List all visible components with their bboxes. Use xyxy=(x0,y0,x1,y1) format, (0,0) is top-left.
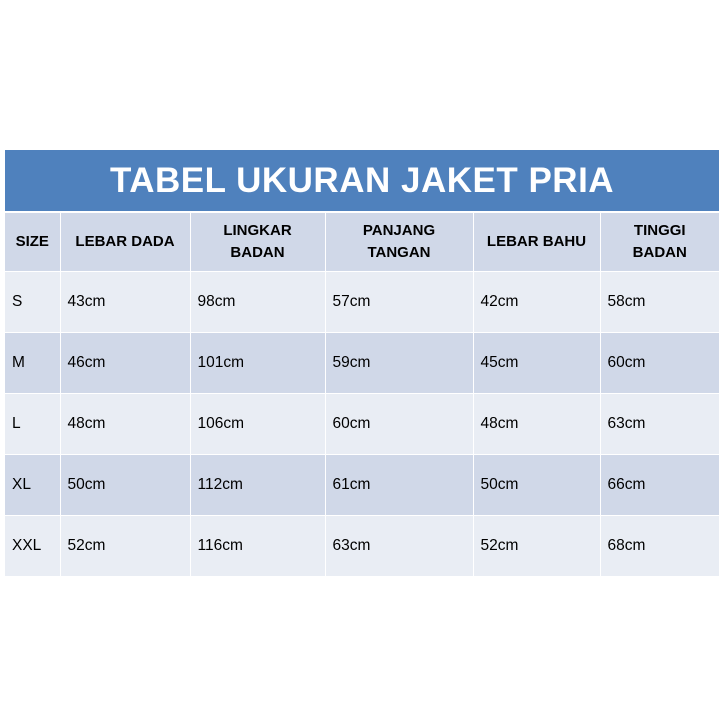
cell-lebar-dada: 52cm xyxy=(60,516,190,577)
cell-lebar-bahu: 52cm xyxy=(473,516,600,577)
cell-panjang-tangan: 61cm xyxy=(325,455,473,516)
table-row xyxy=(5,455,719,516)
cell-lebar-dada: 48cm xyxy=(60,394,190,455)
cell-size: XXL xyxy=(5,516,60,577)
cell-panjang-tangan: 60cm xyxy=(325,394,473,455)
cell-lingkar-badan: 106cm xyxy=(190,394,325,455)
cell-tinggi-badan: 60cm xyxy=(600,333,719,394)
table-row xyxy=(5,333,719,394)
cell-lingkar-badan: 116cm xyxy=(190,516,325,577)
cell-lingkar-badan: 101cm xyxy=(190,333,325,394)
cell-lebar-bahu: 42cm xyxy=(473,272,600,333)
header-panjang-tangan: PANJANG TANGAN xyxy=(325,212,473,272)
cell-tinggi-badan: 63cm xyxy=(600,394,719,455)
cell-lebar-dada: 46cm xyxy=(60,333,190,394)
cell-lebar-bahu: 45cm xyxy=(473,333,600,394)
cell-lebar-bahu: 48cm xyxy=(473,394,600,455)
cell-size: S xyxy=(5,272,60,333)
size-chart-table xyxy=(5,150,719,577)
header-lebar-dada: LEBAR DADA xyxy=(60,212,190,272)
cell-size: XL xyxy=(5,455,60,516)
table-title: TABEL UKURAN JAKET PRIA xyxy=(5,150,719,212)
cell-tinggi-badan: 58cm xyxy=(600,272,719,333)
cell-panjang-tangan: 59cm xyxy=(325,333,473,394)
cell-size: L xyxy=(5,394,60,455)
cell-panjang-tangan: 57cm xyxy=(325,272,473,333)
table-row xyxy=(5,272,719,333)
title-row xyxy=(5,150,719,212)
header-lebar-bahu: LEBAR BAHU xyxy=(473,212,600,272)
header-size: SIZE xyxy=(5,212,60,272)
cell-lebar-bahu: 50cm xyxy=(473,455,600,516)
table-row xyxy=(5,516,719,577)
cell-tinggi-badan: 68cm xyxy=(600,516,719,577)
cell-lingkar-badan: 98cm xyxy=(190,272,325,333)
cell-tinggi-badan: 66cm xyxy=(600,455,719,516)
header-tinggi-badan: TINGGI BADAN xyxy=(600,212,719,272)
table-row xyxy=(5,394,719,455)
cell-lebar-dada: 50cm xyxy=(60,455,190,516)
cell-size: M xyxy=(5,333,60,394)
header-lingkar-badan: LINGKAR BADAN xyxy=(190,212,325,272)
cell-panjang-tangan: 63cm xyxy=(325,516,473,577)
cell-lebar-dada: 43cm xyxy=(60,272,190,333)
header-row xyxy=(5,212,719,272)
cell-lingkar-badan: 112cm xyxy=(190,455,325,516)
